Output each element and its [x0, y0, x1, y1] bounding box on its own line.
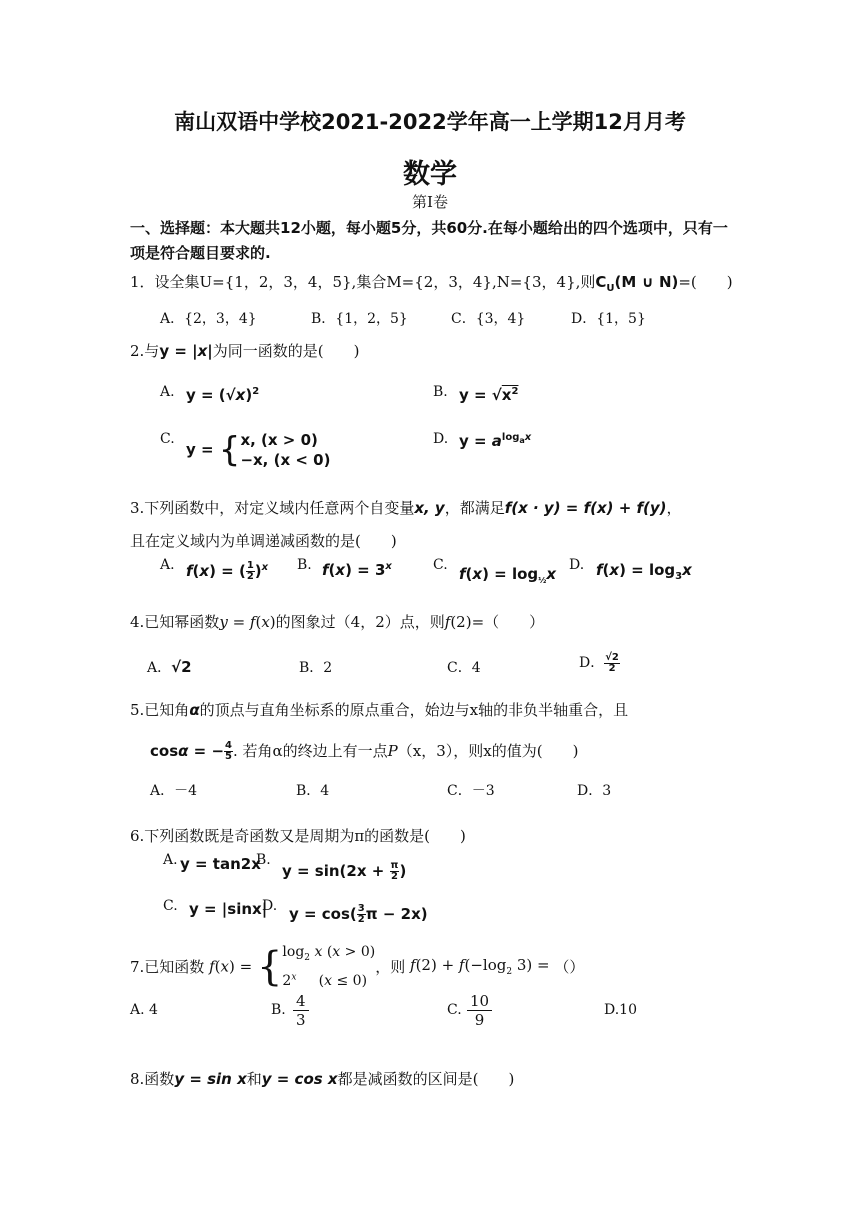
section-instruction: 一、选择题：本大题共12小题，每小题5分，共60分.在每小题给出的四个选项中，只有一项是符合题目要求的.: [130, 219, 728, 262]
q1-option-b: B．{1，2，5}: [311, 311, 408, 327]
q2-option-c-label: C.: [160, 431, 175, 447]
question-5-line2: cosα = − $\frac{4}{5}$ . 若角α的终边上有一点P（x，3），则x的值为( ): [150, 740, 579, 762]
question-1-stem-end: =( ): [678, 273, 733, 291]
q7-option-c-label: C.: [447, 1002, 462, 1018]
q5-option-d: D．3: [577, 783, 612, 799]
question-4-stem-mid: 的图象过（4，2）点，则: [275, 613, 445, 631]
question-5: [130, 699, 628, 720]
q2-option-b-label: B.: [433, 384, 448, 400]
q2-option-d-label: D.: [433, 431, 449, 447]
question-5-stem-c: . 若角α的终边上有一点: [233, 742, 388, 760]
q4-option-a: A．√2: [147, 658, 192, 676]
q4-option-d: D． $\frac{√2}{2}$: [579, 651, 619, 674]
q3-option-c-label: C.: [433, 557, 448, 573]
q2-formula: y = |x|: [159, 342, 213, 360]
q7-option-b-frac: $\frac{4}{3}$: [293, 992, 309, 1029]
question-4: 4.已知幂函数y = f(x)的图象过（4，2）点，则f(2)=（ ）: [130, 613, 545, 631]
q5-option-c: C．－3: [447, 783, 495, 799]
question-7-stem-end: （）: [554, 958, 585, 977]
question-4-stem-end: =（ ）: [471, 613, 545, 631]
question-5-stem-mid: 的顶点与直角坐标系的原点重合，始边与x轴的非负半轴重合，且: [199, 701, 629, 719]
question-2-stem: 2.与: [130, 342, 160, 360]
q7-option-d: D.10: [604, 1002, 637, 1018]
q4-formula: y: [219, 613, 228, 631]
question-1: [130, 271, 733, 294]
q2-option-a-formula: $y = (√x)^2$: [186, 386, 260, 404]
question-1-stem: 1．设全集U={1，2，3，4，5},集合M={2，3，4},N={3，4},则: [130, 273, 596, 291]
question-3-stem-end: ，: [666, 499, 682, 517]
q7-option-c-frac: $\frac{10}{9}$: [467, 992, 492, 1029]
q3-vars: x, y: [414, 499, 445, 517]
question-8-stem-mid: 和: [246, 1070, 262, 1088]
q3-option-d-formula: $f(x) = \log_3x$: [596, 561, 692, 582]
q1-option-c: C．{3，4}: [451, 311, 526, 327]
q3-option-c-formula: $f(x) = \log_{\frac{1}{2}}x$: [459, 565, 557, 585]
q3-option-b-label: B.: [297, 557, 312, 573]
q6-option-d-label: D.: [262, 898, 278, 914]
question-8: [130, 1068, 514, 1089]
question-4-stem: 4.已知幂函数: [130, 613, 220, 631]
q6-option-a-label: A.: [163, 852, 178, 868]
question-7-stem-mid: ，则: [375, 958, 406, 977]
subject-title: 数学: [403, 159, 457, 190]
q5-option-b: B．4: [296, 783, 330, 799]
q7-function: f(x) =: [209, 957, 257, 976]
q7-option-b-label: B.: [271, 1002, 286, 1018]
q8-formula-sin: y = sin x: [174, 1070, 247, 1088]
question-3: [130, 497, 682, 518]
q7-expression: $f(2) + f(-\log_2$ 3) =: [410, 956, 555, 978]
q2-option-d-formula: $y = a^{log_ax}$: [459, 432, 532, 450]
q4-sqrt2: √2: [171, 658, 192, 676]
q1-option-a: A．{2，3，4}: [160, 311, 257, 327]
q3-option-b-formula: $f(x) = 3^x$: [322, 561, 392, 579]
q1-option-d: D．{1，5}: [571, 311, 646, 327]
q8-formula-cos: y = cos x: [261, 1070, 338, 1088]
question-2-stem-end: 为同一函数的是( ): [212, 342, 360, 360]
q6-option-c-formula: y = |sinx|: [189, 900, 268, 918]
q2-option-a-label: A.: [160, 384, 175, 400]
question-3-line2: 且在定义域内为单调递减函数的是( ): [130, 532, 397, 550]
alpha-symbol: α: [189, 701, 200, 719]
q3-formula: f(x · y) = f(x) + f(y): [504, 499, 667, 517]
q5-option-a: A．－4: [150, 783, 198, 799]
exam-title: 南山双语中学校2021-2022学年高一上学期12月月考: [174, 110, 686, 134]
question-6: 6.下列函数既是奇函数又是周期为π的函数是( ): [130, 827, 466, 845]
q3-option-a-label: A.: [160, 557, 175, 573]
question-3-stem: 3.下列函数中，对定义域内任意两个自变量: [130, 499, 415, 517]
question-8-stem: 8.函数: [130, 1070, 175, 1088]
q6-option-c-label: C.: [163, 898, 178, 914]
q4-frac: $\frac{√2}{2}$: [605, 651, 619, 674]
q3-option-a-formula: f(x) = ( $\frac{1}{2}$ )$^x$: [186, 560, 269, 582]
q4-option-b: B．2: [299, 660, 333, 676]
q2-option-b-formula: $y = √x^2$: [459, 386, 519, 404]
question-8-stem-end: 都是减函数的区间是( ): [337, 1070, 515, 1088]
volume-label: 第Ⅰ卷: [412, 193, 448, 211]
q4-option-c: C．4: [447, 660, 481, 676]
q2-option-c-formula: y = {x, (x > 0) −x, (x < 0): [186, 430, 331, 470]
question-7: 7.已知函数 $f(x) = \{\log_2$ x (x > 0) 2$^x$ (x ≤ 0)，则 $f(2) + f(-\log_2$ 3) = （）: [130, 943, 585, 990]
question-7-stem: 7.已知函数: [130, 958, 205, 977]
q7-option-a: A. 4: [130, 1002, 158, 1018]
q6-option-a-formula: y = tan2x: [180, 855, 261, 873]
question-2: [130, 340, 359, 361]
question-5-stem-end: （x，3），则x的值为( ): [397, 742, 579, 760]
q6-option-d-formula: y = cos( $\frac{3}{2}$ π − 2x): [289, 903, 428, 925]
q6-option-b-formula: y = sin(2x + $\frac{\pi}{2}$ ): [282, 860, 407, 882]
q6-option-b-label: B.: [256, 852, 271, 868]
question-3-stem-mid: ，都满足: [444, 499, 505, 517]
q3-option-d-label: D.: [569, 557, 585, 573]
q1-formula: $C_U(M$ ∪ N): [595, 273, 679, 294]
question-5-stem: 5.已知角: [130, 701, 190, 719]
q5-formula: cosα = − $\frac{4}{5}$: [150, 740, 232, 762]
